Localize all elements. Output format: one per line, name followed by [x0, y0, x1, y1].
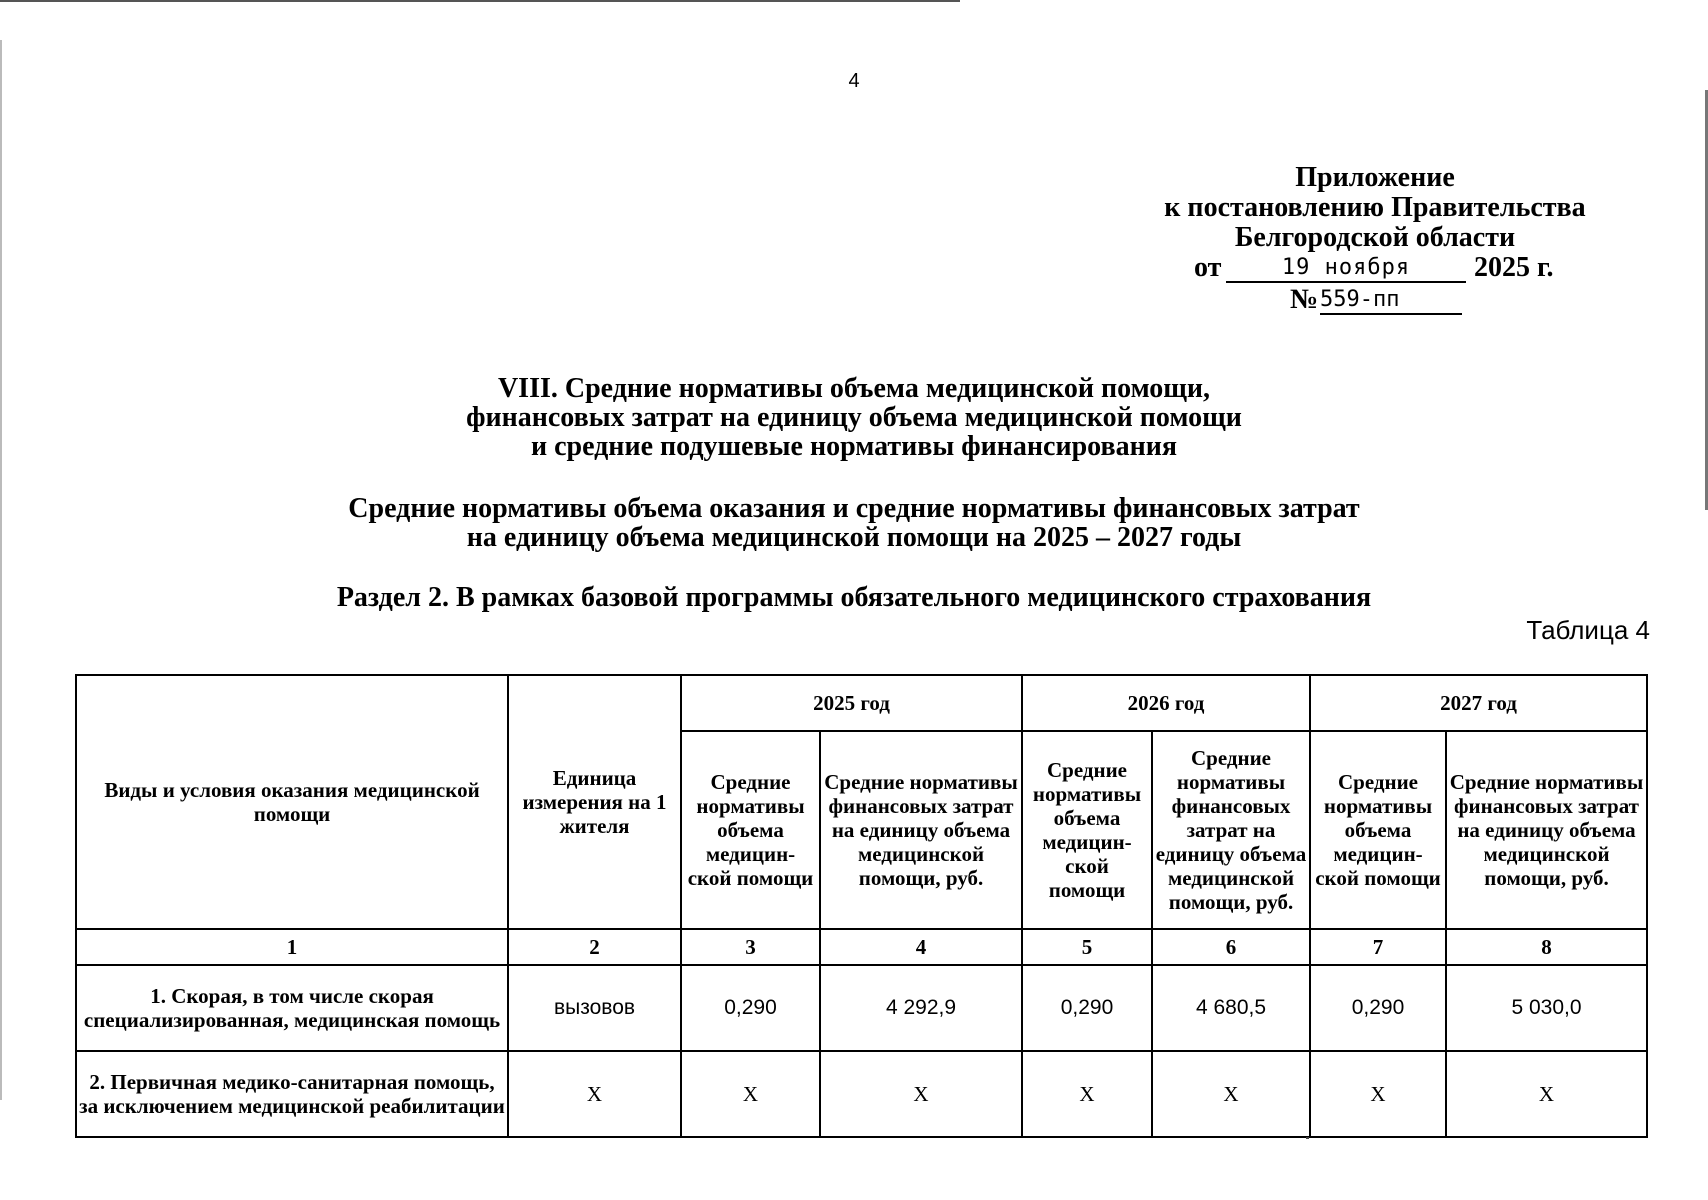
row-value: 0,290 [1310, 965, 1446, 1051]
row-value: 4 680,5 [1152, 965, 1310, 1051]
date-prefix: от [1194, 252, 1222, 283]
row-value: 4 292,9 [820, 965, 1022, 1051]
date-field: 19 ноября [1226, 253, 1466, 283]
section-title [0, 374, 1708, 461]
appendix-line-1: Приложение [1295, 162, 1455, 193]
row-value: 0,290 [681, 965, 820, 1051]
appendix-line-3: Белгородской области [1234, 222, 1516, 253]
section-heading: Раздел 2. В рамках базовой программы обязательного медицинского страхования [336, 582, 1372, 613]
norms-table [75, 674, 1648, 1138]
subtitle [0, 494, 1708, 552]
section-title-line-1: VIII. Средние нормативы объема медицинской помощи, [497, 373, 1211, 404]
row-unit: вызовов [508, 965, 681, 1051]
header-unit: Единица измерения на 1 жителя [508, 675, 681, 929]
subtitle-line-2: на единицу объема медицинской помощи на 2025 – 2027 годы [466, 522, 1242, 553]
header-types: Виды и условия оказания медицинской помощи [76, 675, 508, 929]
column-number: 5 [1022, 929, 1152, 965]
table-row [76, 965, 1647, 1051]
header-volume-2025: Средние нормативы объема медицин-ской помощи [681, 731, 820, 929]
page-edge-top [0, 0, 960, 2]
row-name: 1. Скорая, в том числе скорая специализированная, медицинская помощь [76, 965, 508, 1051]
row-value: Х [1152, 1051, 1310, 1137]
header-cost-2026: Средние нормативы финансовых затрат на единицу объема медицинской помощи, руб. [1152, 731, 1310, 929]
row-name: 2. Первичная медико-санитарная помощь, за исключением медицинской реабилитации [76, 1051, 508, 1137]
number-field: 559-пп [1320, 285, 1462, 315]
subtitle-line-1: Средние нормативы объема оказания и средние нормативы финансовых затрат [348, 493, 1360, 524]
row-value: Х [1022, 1051, 1152, 1137]
row-value: 5 030,0 [1446, 965, 1647, 1051]
row-unit: Х [508, 1051, 681, 1137]
column-number: 2 [508, 929, 681, 965]
row-value: Х [1310, 1051, 1446, 1137]
row-value: Х [820, 1051, 1022, 1137]
header-volume-2026: Средние нормативы объема медицин-ской помощи [1022, 731, 1152, 929]
appendix-line-2: к постановлению Правительства [1164, 192, 1586, 223]
appendix-block [1120, 163, 1630, 317]
header-cost-2025: Средние нормативы финансовых затрат на единицу объема медицинской помощи, руб. [820, 731, 1022, 929]
column-number-row [76, 929, 1647, 965]
date-suffix: 2025 г. [1474, 252, 1554, 283]
column-number: 4 [820, 929, 1022, 965]
column-number: 8 [1446, 929, 1647, 965]
scan-speck [1306, 1137, 1309, 1139]
section-title-line-2: финансовых затрат на единицу объема медицинской помощи [466, 402, 1242, 433]
number-prefix: № [1290, 284, 1319, 315]
header-volume-2027: Средние нормативы объема медицин-ской помощи [1310, 731, 1446, 929]
column-number: 3 [681, 929, 820, 965]
header-year-2026: 2026 год [1022, 675, 1310, 731]
column-number: 6 [1152, 929, 1310, 965]
appendix-number-row [1120, 285, 1630, 317]
column-number: 7 [1310, 929, 1446, 965]
page-edge-left [0, 40, 2, 1100]
header-cost-2027: Средние нормативы финансовых затрат на единицу объема медицинской помощи, руб. [1446, 731, 1647, 929]
column-number: 1 [76, 929, 508, 965]
row-value: Х [1446, 1051, 1647, 1137]
appendix-date-row [1120, 253, 1630, 285]
row-value: 0,290 [1022, 965, 1152, 1051]
table-label: Таблица 4 [1526, 615, 1650, 645]
header-year-2025: 2025 год [681, 675, 1022, 731]
section-title-line-3: и средние подушевые нормативы финансирования [530, 431, 1178, 462]
header-row-years [76, 675, 1647, 731]
table-row [76, 1051, 1647, 1137]
row-value: Х [681, 1051, 820, 1137]
header-year-2027: 2027 год [1310, 675, 1647, 731]
page-number: 4 [848, 70, 860, 92]
